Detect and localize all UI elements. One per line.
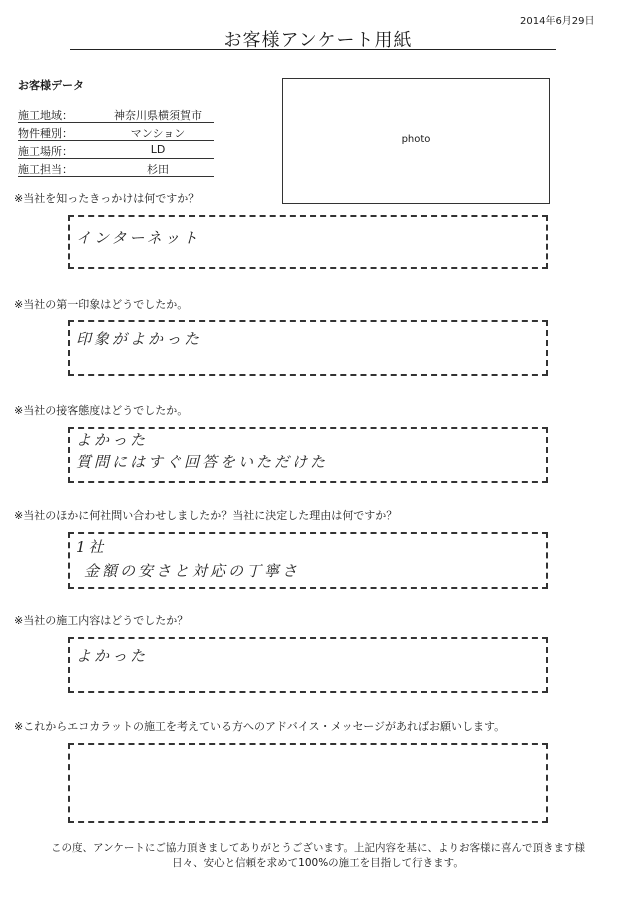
survey-date: 2014年6月29日 <box>520 16 595 27</box>
answer-2-line-1: 印象がよかった <box>76 330 203 348</box>
answer-box-2 <box>68 320 548 376</box>
title-underline <box>70 49 556 50</box>
answer-box-3 <box>68 427 548 483</box>
field-label: 施工場所： <box>18 145 73 158</box>
answer-1-line-1: インターネット <box>76 229 201 247</box>
answer-box-6 <box>68 743 548 823</box>
answer-5-line-1: よかった <box>76 647 149 665</box>
answer-4-line-1: 1社 <box>76 538 107 556</box>
answer-3-line-1: よかった <box>76 431 149 449</box>
question-1: ※当社を知ったきっかけは何ですか？ <box>14 192 200 205</box>
field-construction-area <box>18 105 214 123</box>
page-title: お客様アンケート用紙 <box>223 30 413 51</box>
field-staff <box>18 159 214 177</box>
field-value: LD <box>150 143 166 156</box>
photo-label: photo <box>401 134 431 145</box>
field-value: 神奈川県横須賀市 <box>114 109 202 122</box>
question-6: ※これからエコカラットの施工を考えている方へのアドバイス・メッセージがあればお願いします。 <box>14 720 506 733</box>
field-label: 物件種別： <box>18 127 73 140</box>
answer-3-line-2: 質問にはすぐ回答をいただけた <box>76 453 329 471</box>
question-5: ※当社の施工内容はどうでしたか？ <box>14 614 189 627</box>
customer-data-heading: お客様データ <box>18 79 84 92</box>
field-value: 杉田 <box>147 163 169 176</box>
footer-line-1: この度、アンケートにご協力頂きましてありがとうございます。上記内容を基に、よりお客様に喜んで頂きます様 <box>50 842 586 854</box>
answer-box-4 <box>68 532 548 589</box>
answer-box-5 <box>68 637 548 693</box>
field-label: 施工地域： <box>18 109 73 122</box>
question-3: ※当社の接客態度はどうでしたか。 <box>14 404 189 417</box>
question-4: ※当社のほかに何社問い合わせしましたか？当社に決定した理由は何ですか？ <box>14 509 398 522</box>
field-label: 施工担当： <box>18 163 73 176</box>
photo-placeholder <box>282 78 550 204</box>
answer-box-1 <box>68 215 548 269</box>
field-value: マンション <box>130 127 186 140</box>
field-construction-location <box>18 141 214 159</box>
field-property-type <box>18 123 214 141</box>
question-2: ※当社の第一印象はどうでしたか。 <box>14 298 189 311</box>
footer-line-2: 日々、安心と信頼を求めて100%の施工を目指して行きます。 <box>172 857 464 869</box>
answer-4-line-2: 金額の安さと対応の丁寧さ <box>84 562 301 580</box>
